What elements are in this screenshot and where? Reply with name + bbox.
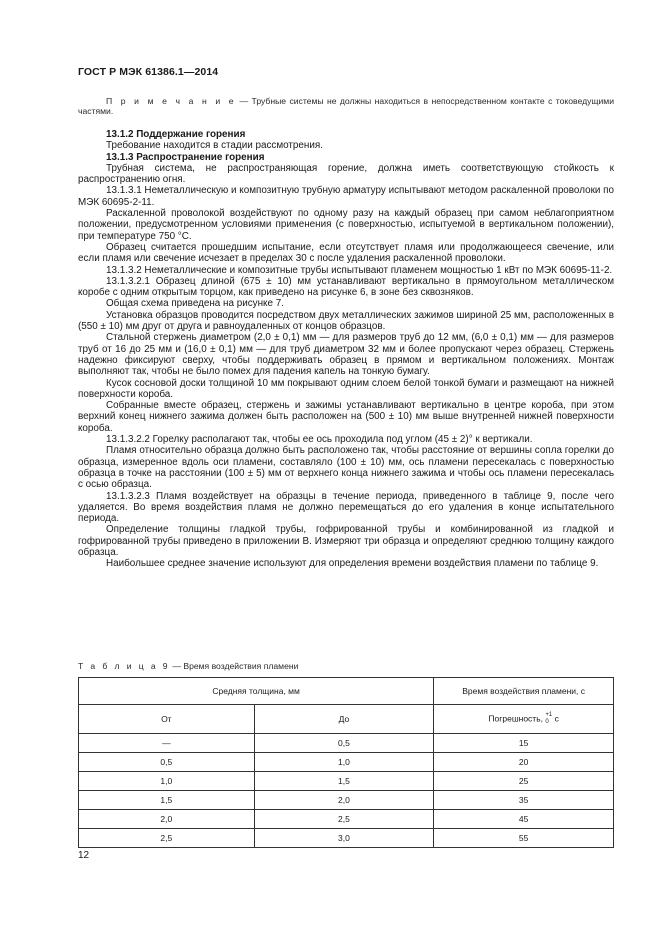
paragraph: Пламя относительно образца должно быть расположено так, чтобы расстояние от вершины сопла горелки до образца, измеренное вдоль оси пламени, составляло (100 ± 10) мм, ось пламени пересекалась с поверхностью образца в точке на расстоянии (100 ± 5) мм от верхнего конца нижнего зажима и чтобы ось пламени пересекалась с осью образца. — [78, 445, 614, 491]
table-row — [79, 829, 614, 848]
paragraph: 13.1.3.2.2 Горелку располагают так, чтобы ее ось проходила под углом (45 ± 2)° к вертикали. — [106, 434, 533, 446]
cell-from: 1,5 — [79, 791, 255, 810]
cell-to: 0,5 — [254, 734, 434, 753]
cell-from: 2,0 — [79, 810, 255, 829]
cell-time: 55 — [434, 829, 614, 848]
table-caption — [78, 661, 298, 671]
table-row — [79, 753, 614, 772]
paragraph: Наибольшее среднее значение используют для определения времени воздействия пламени по таблице 9. — [106, 558, 599, 570]
table-row — [79, 810, 614, 829]
cell-to: 3,0 — [254, 829, 434, 848]
note-text: — Трубные системы не должны находиться в непосредственном контакте с токоведущими частями. — [78, 96, 614, 116]
table-body — [79, 734, 614, 848]
cell-to: 1,0 — [254, 753, 434, 772]
paragraph: 13.1.3.2 Неметаллические и композитные трубы испытывают пламенем мощностью 1 кВт по МЭК 60695-11-2. — [106, 264, 613, 276]
paragraph: Образец считается прошедшим испытание, если отсутствует пламя или продолжающееся свечение, или если пламя или свечение исчезает в пределах 30 с после удаления раскаленной проволоки. — [78, 241, 614, 265]
paragraph: Раскаленной проволокой воздействуют по одному разу на каждый образец при самом неблагоприятном положении, предусмотренном условиями применения (с поверхностью, испытуемой в вертикальном положении), при температуре 750 °С. — [78, 208, 614, 242]
document-body — [78, 96, 614, 570]
paragraph: 13.1.3.1 Неметаллическую и композитную трубную арматуру испытывают методом раскаленной проволоки по МЭК 60695-2-11. — [78, 185, 614, 208]
tolerance-zero: 0 — [545, 719, 549, 725]
paragraph: Требование находится в стадии рассмотрения. — [106, 140, 323, 152]
table-row — [79, 791, 614, 810]
paragraph: Установка образцов проводится посредством двух металлических зажимов шириной 25 мм, расположенных в (550 ± 10) мм друг от друга и равноудаленных от концов образцов. — [78, 309, 614, 333]
cell-from: — — [79, 734, 255, 753]
paragraph: 13.1.3.2.3 Пламя воздействует на образцы в течение периода, приведенного в таблице 9, после чего удаляется. Во время воздействия пламя не должно перемещаться до его удаления в конце испытательного периода. — [78, 490, 614, 525]
table-row — [79, 734, 614, 753]
tolerance-plus: +1 — [545, 712, 553, 718]
cell-time: 45 — [434, 810, 614, 829]
header-to: До — [254, 705, 434, 734]
header-from: От — [79, 705, 255, 734]
cell-from: 0,5 — [79, 753, 255, 772]
cell-time: 20 — [434, 753, 614, 772]
paragraph: Собранные вместе образец, стержень и зажимы устанавливают вертикально в центре короба, при этом верхний конец нижнего зажима должен быть расположен на (500 ± 10) мм выше внутренней нижней поверхности короба. — [78, 400, 614, 434]
paragraph: Трубная система, не распространяющая горение, должна иметь соответствующую стойкость к распространению огня. — [78, 162, 614, 186]
header-flame-time: Время воздействия пламени, с — [434, 678, 614, 705]
cell-to: 2,0 — [254, 791, 434, 810]
document-header: ГОСТ Р МЭК 61386.1—2014 — [78, 66, 219, 78]
section-heading: 13.1.3 Распространение горения — [106, 151, 265, 163]
page-number: 12 — [78, 850, 90, 861]
cell-time: 35 — [434, 791, 614, 810]
paragraph: 13.1.3.2.1 Образец длиной (675 ± 10) мм устанавливают вертикально в прямоугольном металлическом коробе с одним открытым торцом, как приведено на рисунке 6, в зоне без сквозняков. — [78, 275, 614, 299]
tolerance-suffix: с — [552, 713, 559, 724]
paragraph: Общая схема приведена на рисунке 7. — [106, 298, 284, 310]
cell-from: 2,5 — [79, 829, 255, 848]
flame-time-table — [78, 677, 614, 848]
header-tolerance — [434, 705, 614, 734]
section-heading: 13.1.2 Поддержание горения — [106, 129, 246, 140]
note — [78, 96, 614, 116]
table-caption-text: — Время воздействия пламени — [169, 661, 299, 671]
cell-to: 1,5 — [254, 772, 434, 791]
paragraph: Определение толщины гладкой трубы, гофрированной трубы и комбинированной из гладкой и гофрированной трубы приведено в приложении В. Измеряют три образца и определяют среднюю толщину каждого образца. — [78, 524, 614, 558]
table-caption-label: Т а б л и ц а 9 — [78, 661, 170, 671]
header-average-thickness: Средняя толщина, мм — [79, 678, 434, 705]
table-row — [79, 772, 614, 791]
cell-to: 2,5 — [254, 810, 434, 829]
cell-time: 25 — [434, 772, 614, 791]
paragraph-list — [78, 129, 614, 570]
paragraph: Кусок сосновой доски толщиной 10 мм покрывают одним слоем белой тонкой бумаги и размещают на нижней поверхности короба. — [78, 377, 614, 400]
tolerance-prefix: Погрешность, — [488, 713, 546, 724]
cell-time: 15 — [434, 734, 614, 753]
cell-from: 1,0 — [79, 772, 255, 791]
paragraph: Стальной стержень диаметром (2,0 ± 0,1) мм — для размеров труб до 12 мм, (6,0 ± 0,1) мм — для размеров труб от 16 до 25 мм и (16,0 ± 0,1) мм — для труб диаметром 32 мм и более пропускают через образец. Стержень надежно фиксируют сверху, чтобы поддерживать образец в прямом и вертикальном положениях. Монтаж выполняют так, чтобы не было помех для падения капель на тонкую бумагу. — [78, 332, 614, 378]
note-label: П р и м е ч а н и е — [106, 96, 237, 106]
